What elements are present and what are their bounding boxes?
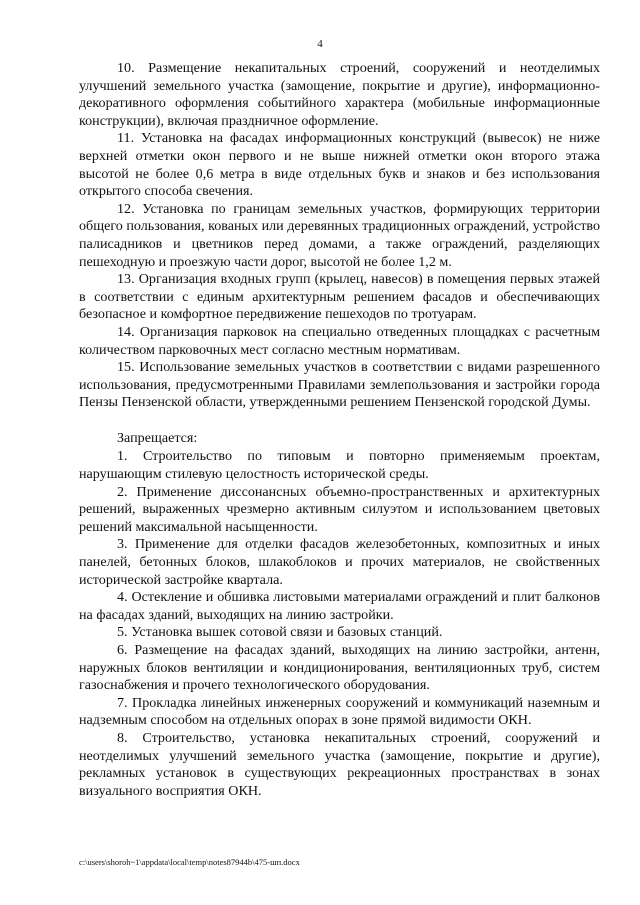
prohibited-item-3: 3. Применение для отделки фасадов железобетонных, композитных и иных панелей, бетонных блоков, шлакоблоков и прочих материалов, не свойственных исторической застройке квартала.	[79, 536, 600, 588]
prohibited-heading: Запрещается:	[117, 429, 198, 446]
permitted-item-10: 10. Размещение некапитальных строений, сооружений и неотделимых улучшений земельного участка (замощение, покрытие и другие), информационно-декоративного оформления событийного характера (мобильные информационные конструкции), включая праздничное оформление.	[79, 60, 600, 129]
prohibited-item-1: 1. Строительство по типовым и повторно применяемым проектам, нарушающим стилевую целостность исторической среды.	[79, 448, 600, 483]
prohibited-item-7: 7. Прокладка линейных инженерных сооружений и коммуникаций наземным и надземным способом на отдельных опорах в зоне прямой видимости ОКН.	[79, 694, 600, 729]
page-number: 4	[317, 38, 323, 50]
permitted-item-15: 15. Использование земельных участков в соответствии с видами разрешенного использования, предусмотренными Правилами землепользования и застройки города Пензы Пензенской области, утвержденными решением Пензенской городской Думы.	[79, 359, 600, 411]
permitted-item-13: 13. Организация входных групп (крылец, навесов) в помещения первых этажей в соответствии с единым архитектурным решением фасадов и обеспечивающих безопасное и комфортное передвижение пешеходов по тротуарам.	[79, 271, 600, 323]
prohibited-item-5: 5. Установка вышек сотовой связи и базовых станций.	[117, 624, 443, 641]
footer-file-path: c:\users\shoroh~1\appdata\local\temp\notes87944b\475-шп.docx	[79, 857, 300, 867]
prohibited-item-8: 8. Строительство, установка некапитальных строений, сооружений и неотделимых улучшений земельного участка (замощение, покрытие и другие), рекламных установок в существующих рекреационных пространствах в зонах визуального восприятия ОКН.	[79, 729, 600, 799]
section-gap	[79, 412, 600, 430]
prohibited-item-6: 6. Размещение на фасадах зданий, выходящих на линию застройки, антенн, наружных блоков вентиляции и кондиционирования, вентиляционных труб, систем газоснабжения и прочего технологического оборудования.	[79, 642, 600, 694]
permitted-item-11: 11. Установка на фасадах информационных конструкций (вывесок) не ниже верхней отметки окон первого и не выше нижней отметки окон второго этажа высотой не более 0,6 метра в виде отдельных букв и знаков и без использования открытого способа свечения.	[79, 130, 600, 200]
permitted-item-12: 12. Установка по границам земельных участков, формирующих территории общего пользования, кованых или деревянных традиционных ограждений, устройство палисадников и цветников перед домами, а также ограждений, разделяющих пешеходную и проезжую части дорог, высотой не более 1,2 м.	[79, 200, 600, 270]
prohibited-item-2: 2. Применение диссонансных объемно-пространственных и архитектурных решений, выраженных чрезмерно активным силуэтом и использованием цветовых решений максимальной насыщенности.	[79, 483, 600, 535]
permitted-item-14: 14. Организация парковок на специально отведенных площадках с расчетным количеством парковочных мест согласно местным нормативам.	[79, 323, 600, 358]
prohibited-item-4: 4. Остекление и обшивка листовыми материалами ограждений и плит балконов на фасадах зданий, выходящих на линию застройки.	[79, 589, 600, 623]
document-body	[79, 60, 600, 800]
